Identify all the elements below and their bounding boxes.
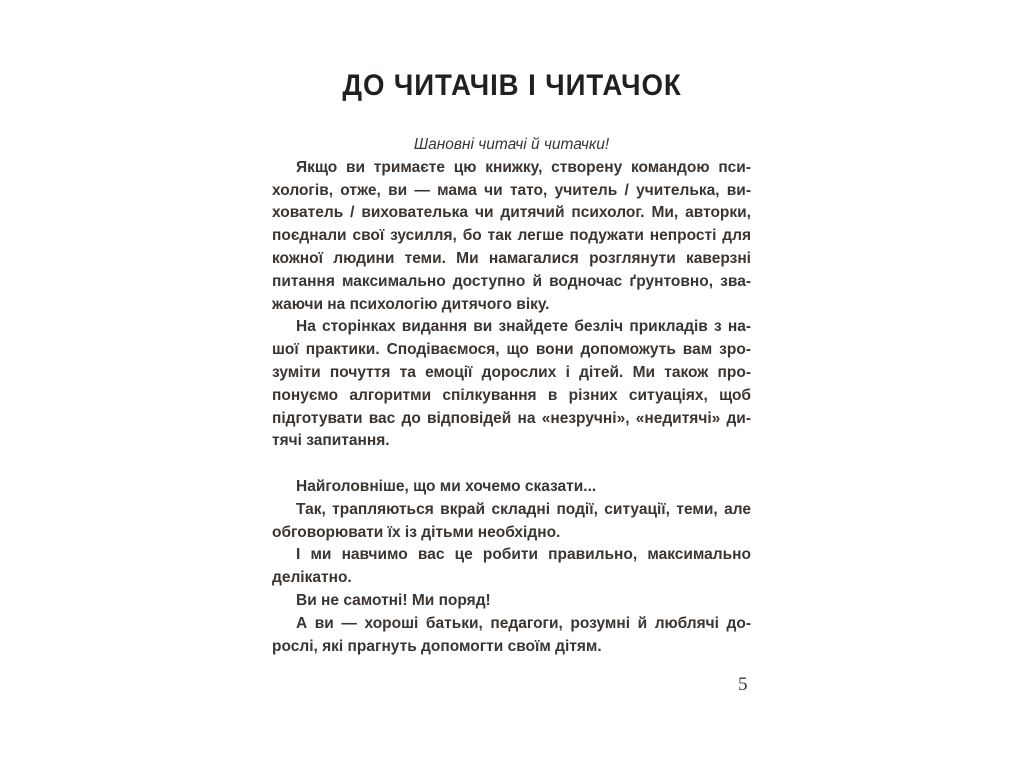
text-line: Якщо ви тримаєте цю книжку, створену командою пси- [296,158,751,176]
text-line: обговорювати їх із дітьми необхідно. [272,523,561,541]
text-line: кожної людини теми. Ми намагалися розглянути каверзні [272,249,751,267]
text-line: І ми навчимо вас це робити правильно, максимально [296,546,751,564]
text-line: понуємо алгоритми спілкування в різних ситуаціях, щоб [272,386,751,404]
text-line: На сторінках видання ви знайдете безліч прикладів з на- [296,318,751,336]
text-line: поєднали свої зусилля, бо так легше подужати непрості для [272,227,751,245]
text-line: питання максимально доступно й водночас ґрунтовно, зва- [272,272,751,290]
text-line: Найголовніше, що ми хочемо сказати... [296,477,597,495]
text-line: рослі, які прагнуть допомогти своїм дітям. [272,637,602,655]
text-line: підготувати вас до відповідей на «незручні», «недитячі» ди- [272,409,751,427]
text-line: зуміти почуття та емоції дорослих і дітей. Ми також про- [272,363,751,381]
text-line: жаючи на психологію дитячого віку. [272,295,550,313]
text-line: тячі запитання. [272,432,390,450]
text-line: А ви — хороші батьки, педагоги, розумні й люблячі до- [296,614,751,632]
paragraph-gap [272,453,751,476]
page-title: ДО ЧИТАЧІВ І ЧИТАЧОК [342,69,682,102]
text-line: делікатно. [272,569,352,587]
greeting-line: Шановні читачі й читачки! [413,136,610,153]
text-line: хологів, отже, ви — мама чи тато, учитель / учителька, ви- [272,181,751,199]
page-body [272,134,751,658]
text-line: шої практики. Сподіваємося, що вони допоможуть вам зро- [272,341,751,359]
page-number: 5 [738,674,748,695]
text-line: Ви не самотні! Ми поряд! [296,591,491,609]
text-line: Так, трапляються вкрай складні події, ситуації, теми, але [296,500,751,518]
text-line: хователь / вихователька чи дитячий психолог. Ми, авторки, [272,204,751,222]
